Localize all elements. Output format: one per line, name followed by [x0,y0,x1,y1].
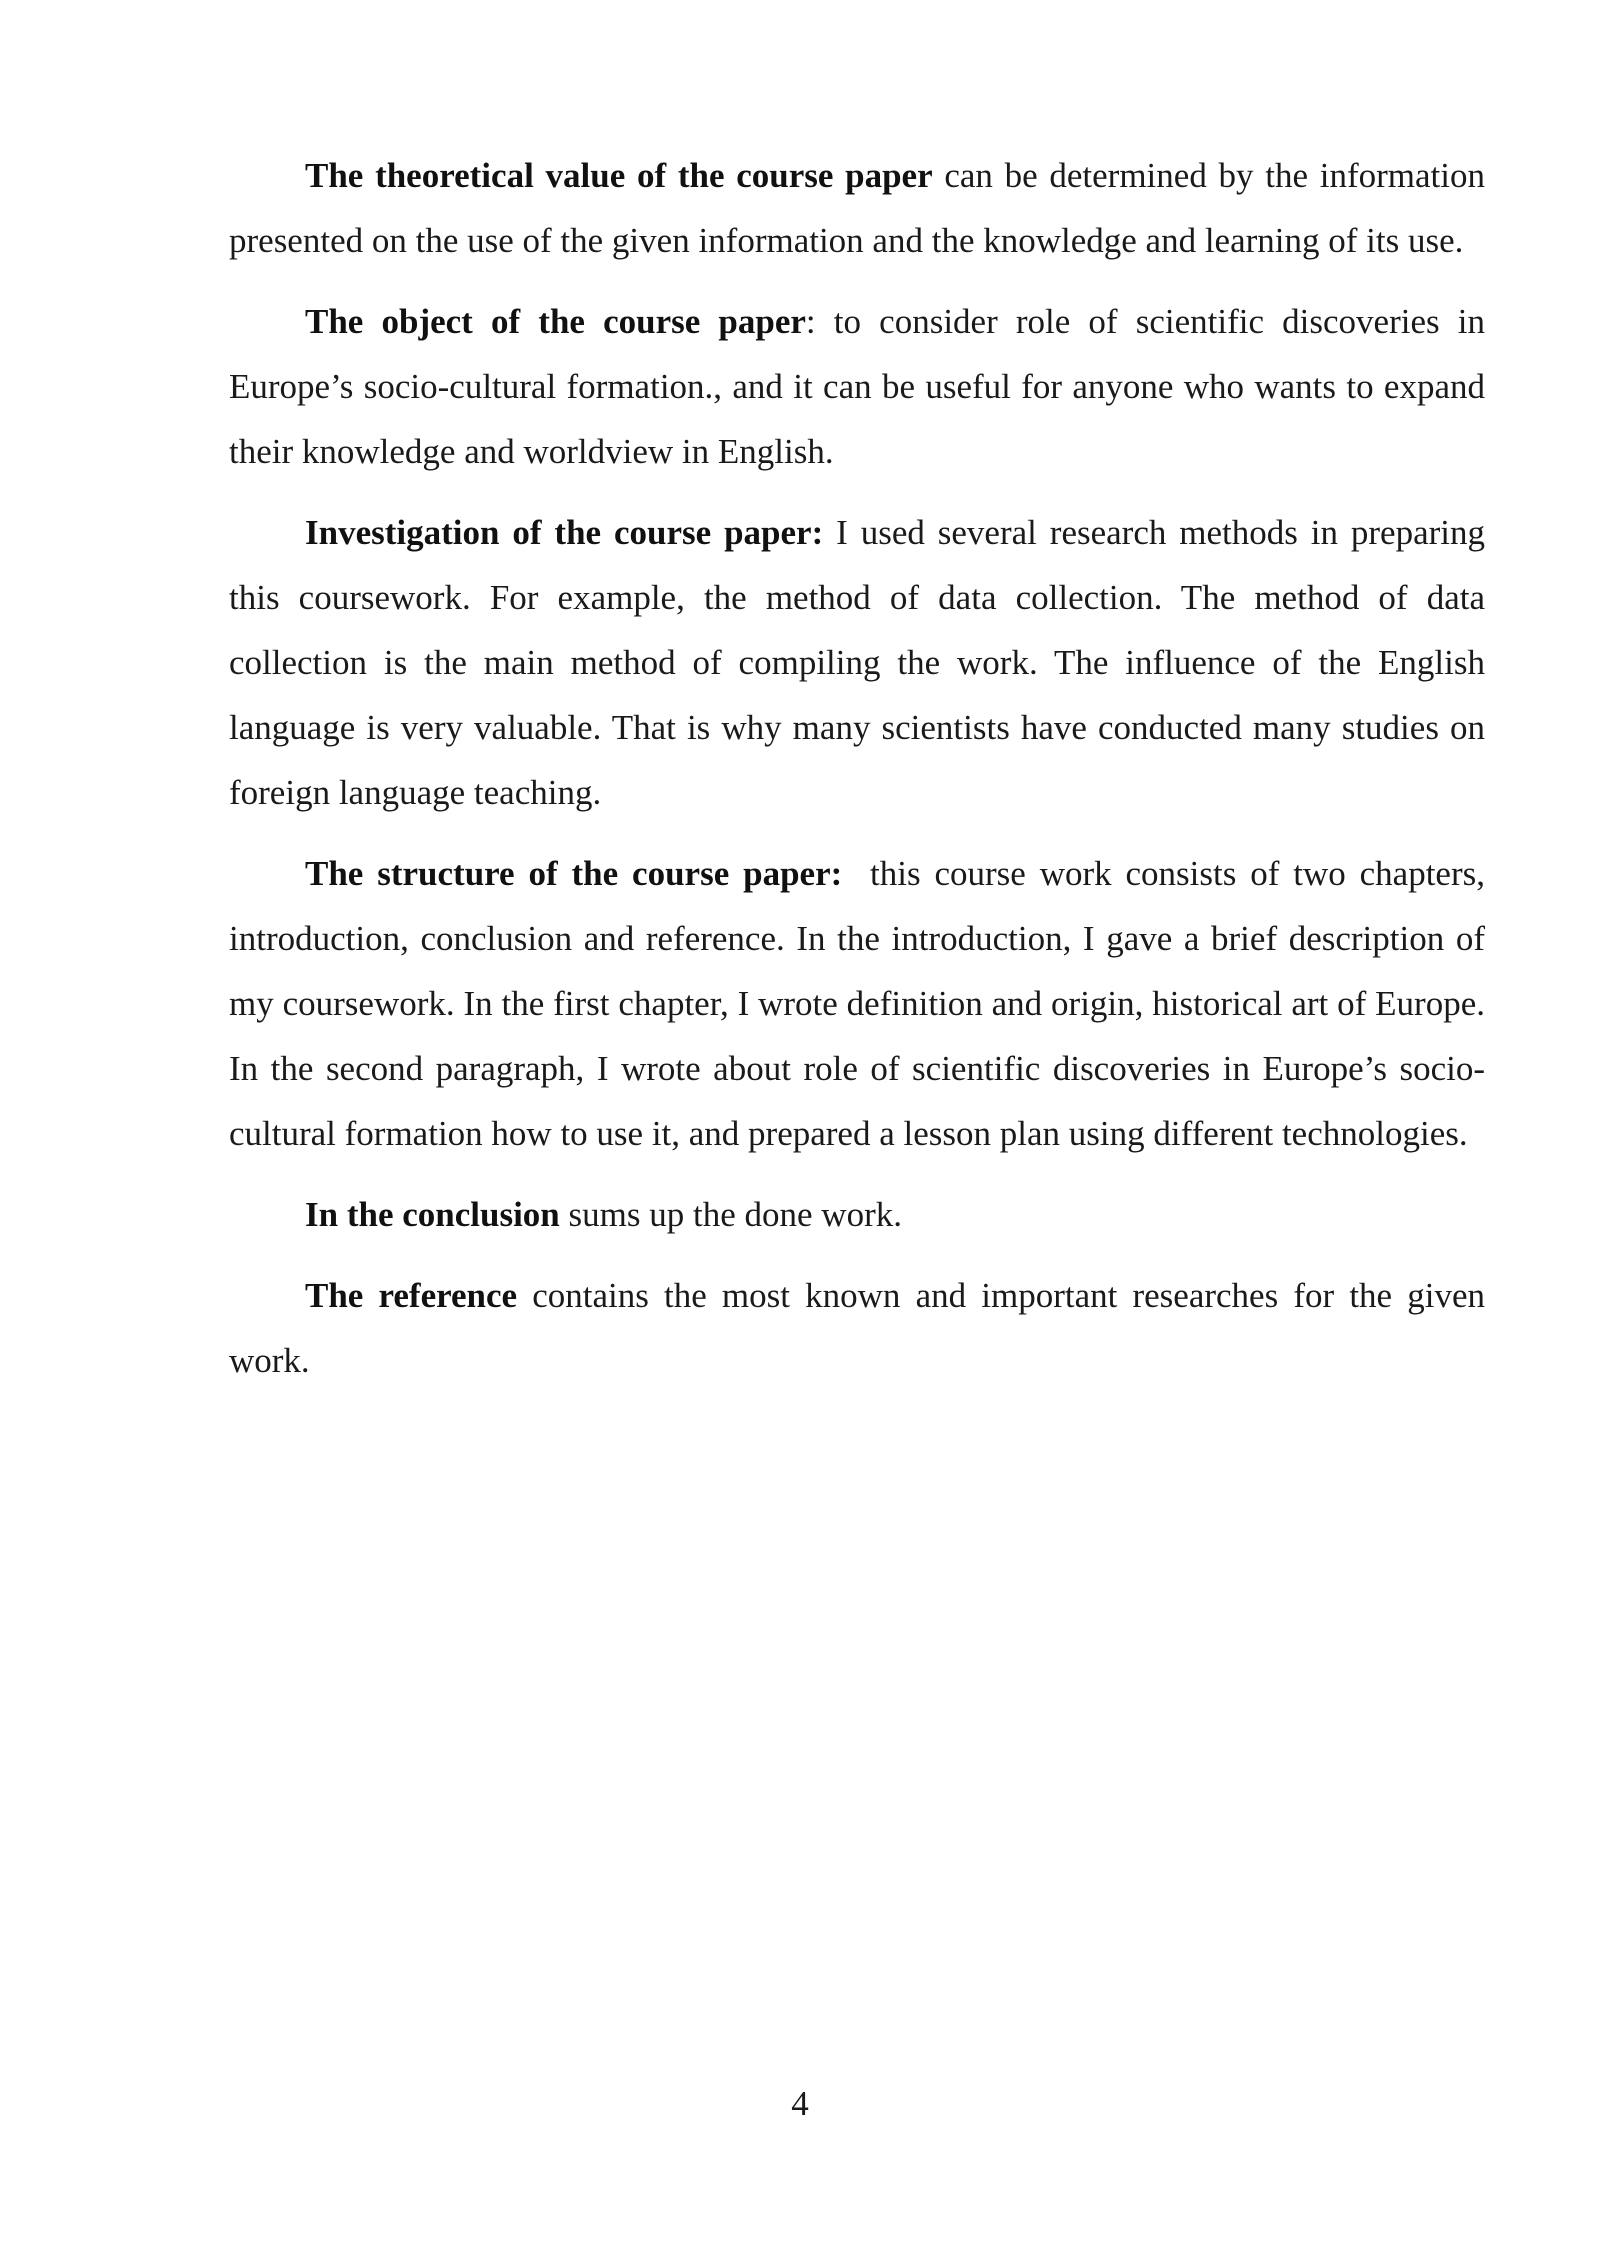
paragraph-reference [229,1263,1485,1393]
paragraph-heading: The reference [305,1276,518,1315]
paragraph-heading: Investigation of the course paper: [305,513,824,552]
paragraph-structure [229,841,1494,1166]
paragraph-heading: In the conclusion [305,1195,560,1234]
paragraph-object [229,289,1485,484]
paragraph-investigation [229,500,1485,825]
paragraph-heading: The structure of the course paper: [305,854,843,893]
paragraph-text: can be determined by the information presented on the use of the given information and the knowledge and learning of its use. [229,156,1485,260]
paragraph-theoretical-value [229,143,1485,273]
paragraph-conclusion [229,1182,1485,1247]
body-text [229,143,1494,1409]
paragraph-text: : to consider role of scientific discoveries in Europe’s socio-cultural formation., and it can be useful for anyone who wants to expand their knowledge and worldview in English. [229,302,1485,471]
paragraph-heading: The object of the course paper [305,302,806,341]
paragraph-text: sums up the done work. [559,1195,902,1234]
paragraph-heading: The theoretical value of the course paper [305,156,933,195]
paragraph-text: I used several research methods in preparing this coursework. For example, the method of data collection. The method of data collection is the main method of compiling the work. The influence of the English language is very valuable. That is why many scientists have conducted many studies on foreign language teaching. [229,513,1485,812]
page-number: 4 [791,2084,809,2123]
paragraph-text: this course work consists of two chapters, introduction, conclusion and reference. In the introduction, I gave a brief description of my coursework. In the first chapter, I wrote definition and origin, historical art of Europe. In the second paragraph, I wrote about role of scientific discoveries in Europe’s socio-cultural formation how to use it, and prepared a lesson plan using different technologies. [229,854,1494,1153]
paragraph-text: contains the most known and important researches for the given work. [229,1276,1485,1380]
